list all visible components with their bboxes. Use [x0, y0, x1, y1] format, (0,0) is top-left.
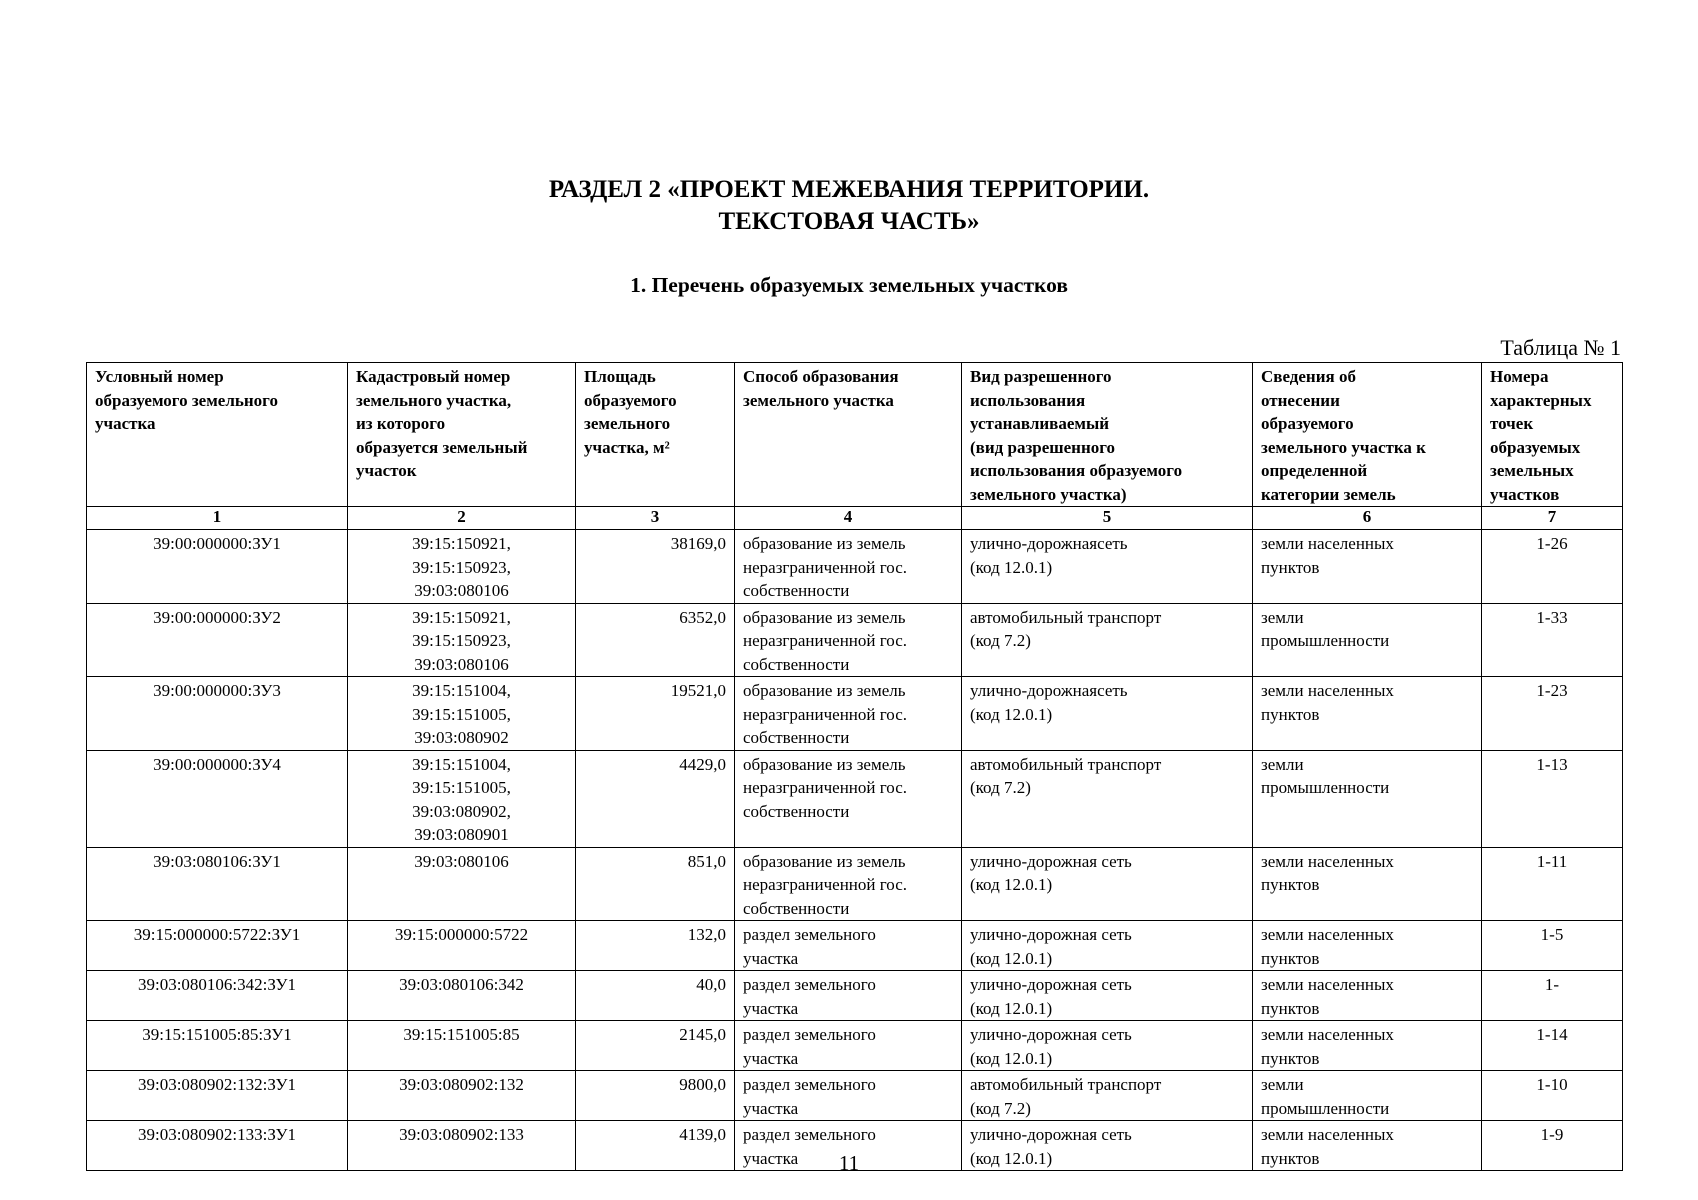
land-category: земли населенных пунктов	[1253, 530, 1482, 604]
permitted-use: автомобильный транспорт (код 7.2)	[962, 750, 1253, 847]
plot-area: 4139,0	[576, 1121, 735, 1171]
page-number: 11	[838, 1151, 860, 1175]
source-cadastral-number: 39:03:080106	[348, 847, 576, 921]
table-header-row	[87, 363, 1623, 507]
column-header: Вид разрешенного использования устанавливаемый (вид разрешенного использования образуемого земельного участка)	[962, 363, 1253, 507]
plot-conditional-number: 39:15:000000:5722:ЗУ1	[87, 921, 348, 971]
subsection-title: 1. Перечень образуемых земельных участков	[630, 273, 1068, 297]
column-header: Способ образования земельного участка	[735, 363, 962, 507]
plot-conditional-number: 39:00:000000:ЗУ2	[87, 603, 348, 677]
land-category: земли промышленности	[1253, 1071, 1482, 1121]
source-cadastral-number: 39:15:151004, 39:15:151005, 39:03:080902	[348, 677, 576, 751]
section-title-line-1: РАЗДЕЛ 2 «ПРОЕКТ МЕЖЕВАНИЯ ТЕРРИТОРИИ.	[548, 176, 1150, 203]
column-header: Сведения об отнесении образуемого земельного участка к определенной категории земель	[1253, 363, 1482, 507]
table-row	[87, 1071, 1623, 1121]
column-number-row	[87, 507, 1623, 530]
characteristic-points: 1-26	[1482, 530, 1623, 604]
source-cadastral-number: 39:03:080106:342	[348, 971, 576, 1021]
table-row	[87, 750, 1623, 847]
table-row	[87, 1021, 1623, 1071]
plot-area: 6352,0	[576, 603, 735, 677]
column-number: 5	[962, 507, 1253, 530]
formation-method: образование из земель неразграниченной гос. собственности	[735, 677, 962, 751]
column-number: 3	[576, 507, 735, 530]
plot-area: 2145,0	[576, 1021, 735, 1071]
plot-conditional-number: 39:03:080902:133:ЗУ1	[87, 1121, 348, 1171]
characteristic-points: 1-	[1482, 971, 1623, 1021]
characteristic-points: 1-9	[1482, 1121, 1623, 1171]
formation-method: образование из земель неразграниченной гос. собственности	[735, 603, 962, 677]
source-cadastral-number: 39:15:150921, 39:15:150923, 39:03:080106	[348, 603, 576, 677]
permitted-use: улично-дорожная сеть (код 12.0.1)	[962, 1021, 1253, 1071]
land-category: земли населенных пунктов	[1253, 1021, 1482, 1071]
land-category: земли промышленности	[1253, 750, 1482, 847]
land-plots-table	[86, 362, 1623, 1171]
formation-method: раздел земельного участка	[735, 921, 962, 971]
plot-area: 38169,0	[576, 530, 735, 604]
formation-method: раздел земельного участка	[735, 971, 962, 1021]
formation-method: раздел земельного участка	[735, 1071, 962, 1121]
column-header: Номера характерных точек образуемых земельных участков	[1482, 363, 1623, 507]
plot-conditional-number: 39:03:080106:342:ЗУ1	[87, 971, 348, 1021]
plot-area: 132,0	[576, 921, 735, 971]
land-category: земли населенных пунктов	[1253, 921, 1482, 971]
permitted-use: улично-дорожная сеть (код 12.0.1)	[962, 921, 1253, 971]
plot-conditional-number: 39:15:151005:85:ЗУ1	[87, 1021, 348, 1071]
plot-area: 40,0	[576, 971, 735, 1021]
source-cadastral-number: 39:15:150921, 39:15:150923, 39:03:080106	[348, 530, 576, 604]
land-category: земли населенных пунктов	[1253, 1121, 1482, 1171]
formation-method: образование из земель неразграниченной гос. собственности	[735, 847, 962, 921]
plot-area: 851,0	[576, 847, 735, 921]
column-number: 1	[87, 507, 348, 530]
plot-conditional-number: 39:03:080902:132:ЗУ1	[87, 1071, 348, 1121]
formation-method: раздел земельного участка	[735, 1121, 962, 1171]
land-category: земли населенных пунктов	[1253, 677, 1482, 751]
formation-method: раздел земельного участка	[735, 1021, 962, 1071]
section-title-line-2: ТЕКСТОВАЯ ЧАСТЬ»	[718, 208, 980, 235]
table-row	[87, 847, 1623, 921]
table-row	[87, 603, 1623, 677]
plot-conditional-number: 39:03:080106:ЗУ1	[87, 847, 348, 921]
table-row	[87, 530, 1623, 604]
table-row	[87, 971, 1623, 1021]
permitted-use: улично-дорожная сеть (код 12.0.1)	[962, 847, 1253, 921]
plot-area: 4429,0	[576, 750, 735, 847]
permitted-use: улично-дорожнаясеть (код 12.0.1)	[962, 530, 1253, 604]
table-caption: Таблица № 1	[1500, 335, 1621, 360]
table-row	[87, 677, 1623, 751]
source-cadastral-number: 39:03:080902:133	[348, 1121, 576, 1171]
characteristic-points: 1-33	[1482, 603, 1623, 677]
column-header: Кадастровый номер земельного участка, из которого образуется земельный участок	[348, 363, 576, 507]
land-category: земли населенных пунктов	[1253, 971, 1482, 1021]
plot-conditional-number: 39:00:000000:ЗУ1	[87, 530, 348, 604]
source-cadastral-number: 39:15:000000:5722	[348, 921, 576, 971]
formation-method: образование из земель неразграниченной гос. собственности	[735, 530, 962, 604]
column-number: 4	[735, 507, 962, 530]
characteristic-points: 1-10	[1482, 1071, 1623, 1121]
permitted-use: автомобильный транспорт (код 7.2)	[962, 1071, 1253, 1121]
permitted-use: улично-дорожная сеть (код 12.0.1)	[962, 1121, 1253, 1171]
characteristic-points: 1-23	[1482, 677, 1623, 751]
plot-area: 9800,0	[576, 1071, 735, 1121]
column-header: Площадь образуемого земельного участка, м²	[576, 363, 735, 507]
characteristic-points: 1-5	[1482, 921, 1623, 971]
column-number: 2	[348, 507, 576, 530]
table-row	[87, 921, 1623, 971]
plot-area: 19521,0	[576, 677, 735, 751]
plot-conditional-number: 39:00:000000:ЗУ3	[87, 677, 348, 751]
column-number: 7	[1482, 507, 1623, 530]
formation-method: образование из земель неразграниченной гос. собственности	[735, 750, 962, 847]
characteristic-points: 1-13	[1482, 750, 1623, 847]
permitted-use: автомобильный транспорт (код 7.2)	[962, 603, 1253, 677]
permitted-use: улично-дорожная сеть (код 12.0.1)	[962, 971, 1253, 1021]
characteristic-points: 1-11	[1482, 847, 1623, 921]
characteristic-points: 1-14	[1482, 1021, 1623, 1071]
column-number: 6	[1253, 507, 1482, 530]
land-category: земли населенных пунктов	[1253, 847, 1482, 921]
column-header: Условный номер образуемого земельного участка	[87, 363, 348, 507]
source-cadastral-number: 39:15:151004, 39:15:151005, 39:03:080902, 39:03:080901	[348, 750, 576, 847]
plot-conditional-number: 39:00:000000:ЗУ4	[87, 750, 348, 847]
land-category: земли промышленности	[1253, 603, 1482, 677]
source-cadastral-number: 39:15:151005:85	[348, 1021, 576, 1071]
permitted-use: улично-дорожнаясеть (код 12.0.1)	[962, 677, 1253, 751]
source-cadastral-number: 39:03:080902:132	[348, 1071, 576, 1121]
